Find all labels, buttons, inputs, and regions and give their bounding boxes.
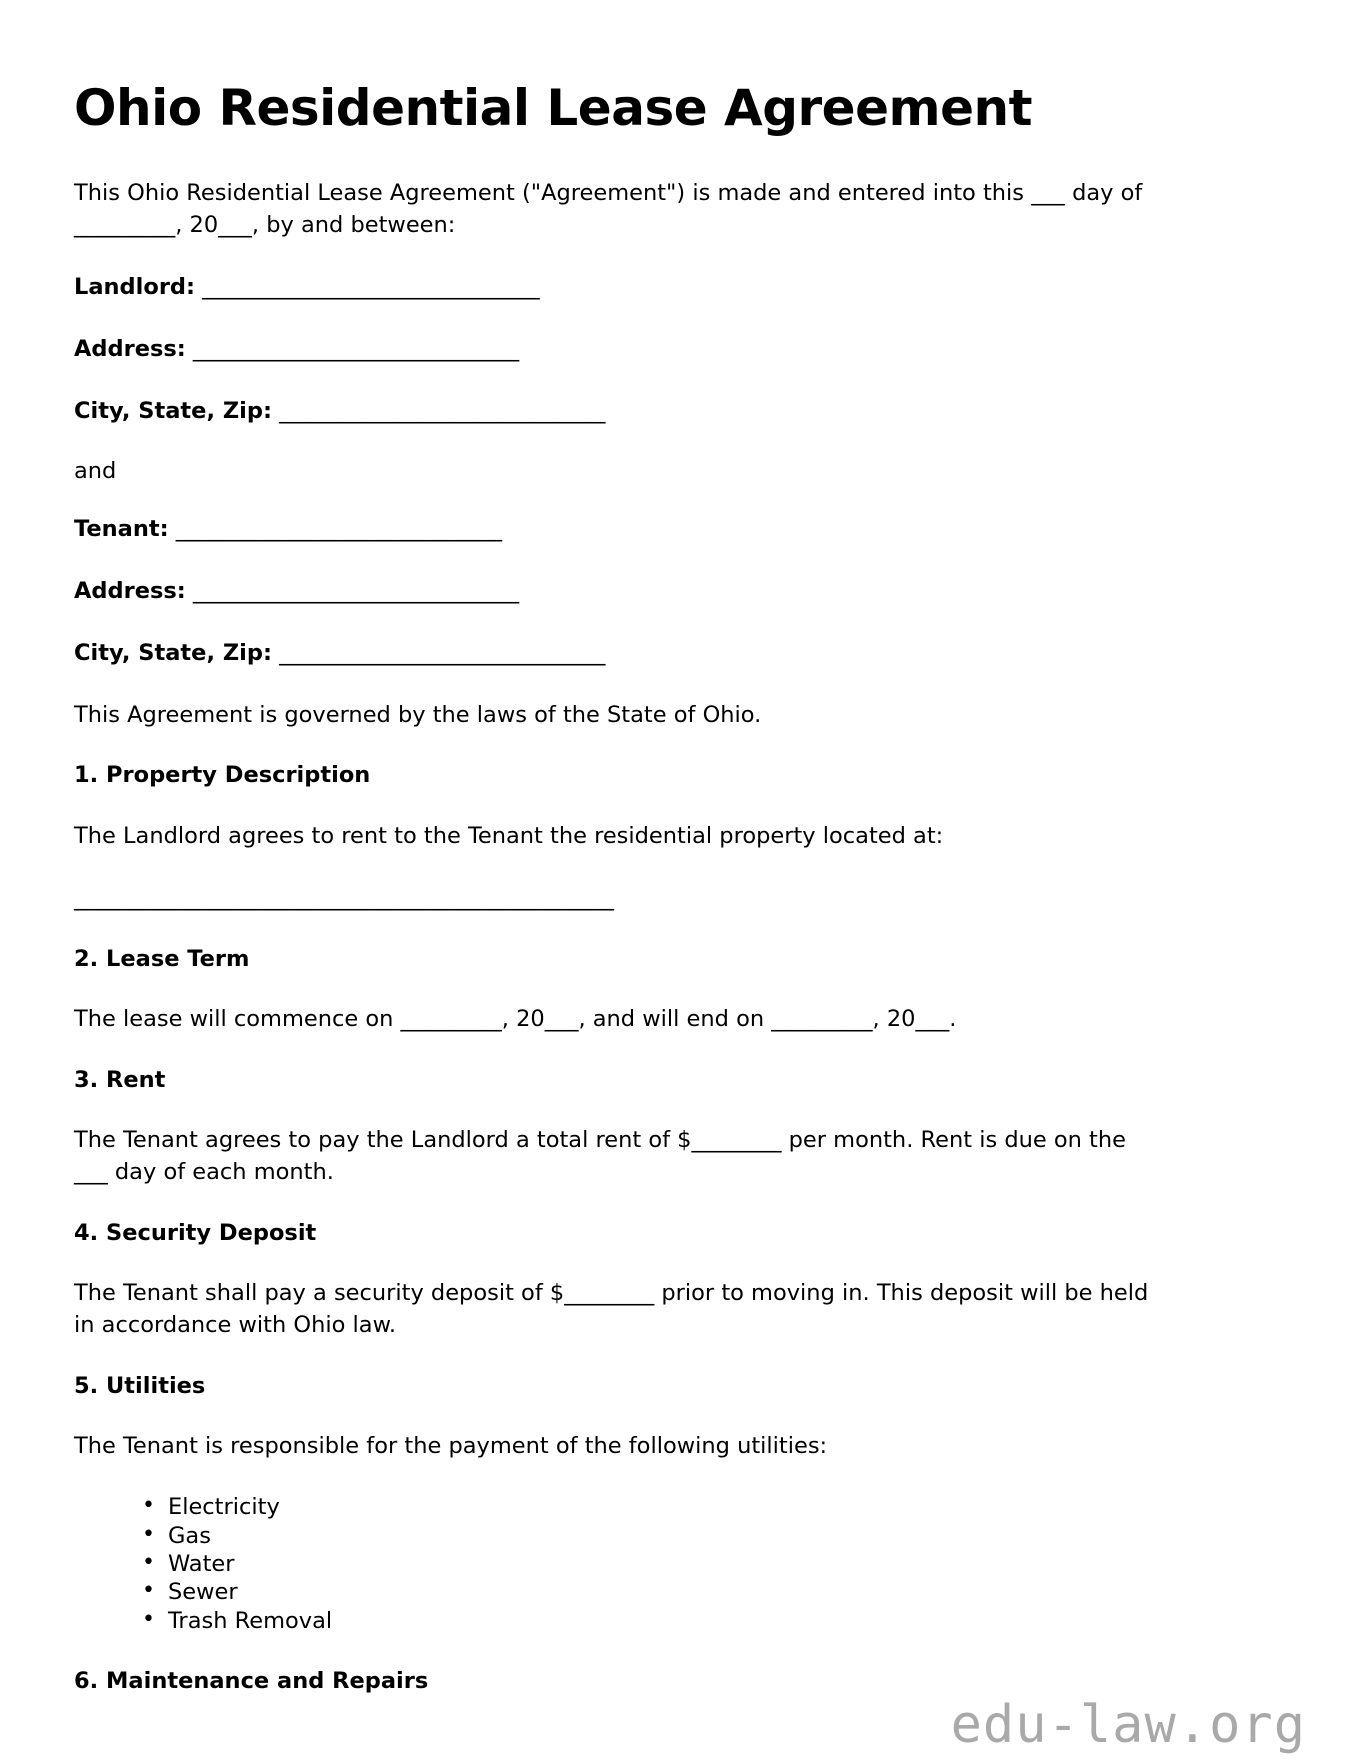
list-item: • Gas	[142, 1522, 1288, 1550]
section-heading-maintenance-and-repairs: 6. Maintenance and Repairs	[74, 1667, 429, 1694]
section-body-property-description: The Landlord agrees to rent to the Tenant the residential property located at:	[74, 822, 944, 849]
tenant-citystatezip-line	[74, 638, 1288, 670]
tenant-citystatezip-label: City, State, Zip:	[74, 639, 272, 666]
tenant-citystatezip-blank[interactable]: _____________________________	[279, 639, 606, 666]
list-item: • Trash Removal	[142, 1607, 1288, 1635]
tenant-name-blank[interactable]: _____________________________	[175, 515, 502, 542]
page-title: Ohio Residential Lease Agreement	[74, 79, 1032, 137]
tenant-name-label: Tenant:	[74, 515, 169, 542]
intro-paragraph: This Ohio Residential Lease Agreement ("Agreement") is made and entered into this ___ day of _________, 20___, by and between:	[74, 180, 1143, 238]
landlord-citystatezip-blank[interactable]: _____________________________	[279, 397, 606, 424]
section-heading-rent: 3. Rent	[74, 1066, 166, 1093]
landlord-address-label: Address:	[74, 335, 186, 362]
tenant-name-line	[74, 514, 1288, 546]
section-body-security-deposit: The Tenant shall pay a security deposit of $________ prior to moving in. This deposit will be held in accordance with Ohio law.	[74, 1280, 1149, 1339]
utilities-list	[74, 1493, 1288, 1635]
watermark: edu-law.org	[950, 1695, 1306, 1755]
tenant-address-blank[interactable]: _____________________________	[192, 577, 520, 604]
property-address-blank[interactable]: ________________________________________________	[74, 884, 614, 911]
and-separator: and	[74, 457, 117, 484]
tenant-address-label: Address:	[74, 577, 186, 604]
list-item: • Water	[142, 1550, 1288, 1578]
landlord-citystatezip-line	[74, 396, 1288, 428]
landlord-name-label: Landlord:	[74, 273, 196, 300]
landlord-name-blank[interactable]: ______________________________	[202, 273, 540, 300]
landlord-citystatezip-label: City, State, Zip:	[74, 397, 272, 424]
list-item: • Electricity	[142, 1493, 1288, 1521]
section-body-rent: The Tenant agrees to pay the Landlord a total rent of $________ per month. Rent is due on the ___ day of each month.	[74, 1127, 1126, 1185]
list-item: • Sewer	[142, 1578, 1288, 1606]
section-heading-security-deposit: 4. Security Deposit	[74, 1219, 317, 1246]
landlord-address-line	[74, 334, 1288, 366]
section-body-utilities: The Tenant is responsible for the payment of the following utilities:	[74, 1433, 828, 1460]
section-heading-property-description: 1. Property Description	[74, 762, 371, 789]
tenant-address-line	[74, 576, 1288, 608]
governing-law-paragraph: This Agreement is governed by the laws of the State of Ohio.	[74, 701, 762, 728]
landlord-name-line	[74, 272, 1288, 304]
section-heading-utilities: 5. Utilities	[74, 1373, 206, 1399]
section-heading-lease-term: 2. Lease Term	[74, 945, 250, 972]
section-body-lease-term: The lease will commence on _________, 20___, and will end on _________, 20___.	[74, 1005, 957, 1032]
landlord-address-blank[interactable]: _____________________________	[192, 335, 520, 362]
